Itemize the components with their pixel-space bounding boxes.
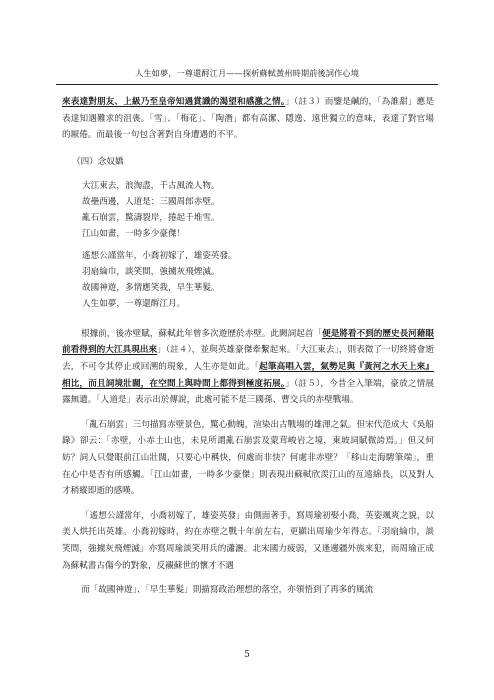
paragraph-analysis-2: 「亂石崩雲」三句描寫赤壁景色，驚心動魄，渲染出古戰場的雄渾之氣。但宋代范成大《吳船錄》卻云：「赤壁，小赤土山也，未見所謂亂石崩雲及蒙茸峻岩之境，東坡詞賦微誇焉。」但又何妨？詞人只覺眼前江山壯闊，只要心中稱快，何處而非快？何處非赤壁？「移山走海騁筆端」，重在心中是否有所感觸。「江山如畫，一時多少豪傑」則表現出蘇軾欣羨江山的亙遠綿長，以及對人才稍縱即逝的感嘆。	[62, 419, 434, 497]
body-text	[62, 94, 434, 599]
poem-line: 遙想公謹當年，小喬初嫁了，雄姿英發。	[82, 250, 237, 261]
poem-line: 故國神遊，多情應笑我，早生華髮。	[82, 282, 220, 293]
spacer	[62, 574, 434, 582]
paragraph-text: 」（註５），今昔全入筆端，豪放之情展露無遺。「人道是」表示出於傳說，此處可能不是三國孫、曹交兵的赤壁戰場。	[62, 378, 434, 406]
poem-line: 大江東去，浪淘盡，千古風流人物。	[82, 180, 220, 191]
paragraph-continuation	[62, 94, 434, 144]
paragraph-analysis-1	[62, 326, 434, 409]
spacer	[62, 318, 434, 326]
poem-line: 羽扇綸巾，談笑間，強擄灰飛煙滅。	[82, 266, 220, 277]
running-header: 人生如夢，一尊還酹江月——探析蘇軾黃州時期前後詞作心境	[135, 68, 359, 78]
emphasis-quote: 來表達對朋友、上級乃至皇帝知遇賞識的渴望和感激之情。	[62, 97, 286, 107]
poem-line: 亂石崩雲，驚濤裂岸，捲起千堆雪。	[82, 212, 220, 223]
spacer	[62, 500, 434, 508]
paragraph-text: 」（註３）而鑒是鹹的，「為誰甜」應是表達知遇難求的沮喪。「雪」、「梅花」、「陶潛」都有高潔、隱逸、遠世獨立的意味，表達了對官場的厭倦。而最後一句包含著對自身遭遇的不平。	[62, 97, 434, 141]
paragraph-analysis-3: 「遙想公謹當年，小喬初嫁了，雄姿英發」由側面著手，寫周瑜初娶小喬，英姿颯爽之貌，以美人烘托出英雄。小喬初嫁時，約在赤壁之戰十年前左右，更顯出周瑜少年得志。「羽扇綸巾，談笑間，強擄灰飛煙滅」亦寫周瑜談笑用兵的瀟灑。北宋國力疲弱，又逢邊疆外族來犯，而周瑜正成為蘇軾書古傷今的對象，反襯蘇世的懷才不遇	[62, 510, 434, 571]
page-number: 5	[244, 650, 250, 660]
paragraph-text: 」（註４），並與英雄豪傑牽繫起來。「大江東去」，則表徵了一切終將會逝去，不可令其停止或回溯的現象，人生亦是如此。「	[62, 345, 434, 372]
poem-line: 人生如夢，一尊還酹江月。	[82, 298, 186, 309]
poem-stanza-1	[82, 178, 434, 242]
section-heading: （四）念奴嬌	[72, 156, 124, 167]
poem-stanza-2	[82, 248, 434, 312]
spacer	[62, 409, 434, 417]
poem-block	[82, 178, 434, 312]
paragraph-text: 根據前，後赤壁賦，蘇軾此年曾多次遊歷於赤壁。此闕詞起首「	[81, 328, 323, 339]
poem-line: 故壘西邊，人道是：三國周郎赤壁。	[82, 196, 220, 207]
header-rule	[56, 84, 438, 85]
emphasis-quote: 起筆高唱入雲，氣勢足與『黃河之水天上來』相比，而且詞境壯闊，在空間上與時間上都得到極度拓展。	[62, 361, 434, 389]
emphasis-quote: 便是將看不到的歷史長河藉眼前看得到的大江具現出來	[62, 328, 434, 356]
paragraph-analysis-4: 而「故國神遊」、「早生華髮」則描寫政治理想的落空，亦領悟到了再多的風流	[81, 585, 374, 596]
poem-line: 江山如畫，一時多少豪傑！	[82, 228, 186, 239]
